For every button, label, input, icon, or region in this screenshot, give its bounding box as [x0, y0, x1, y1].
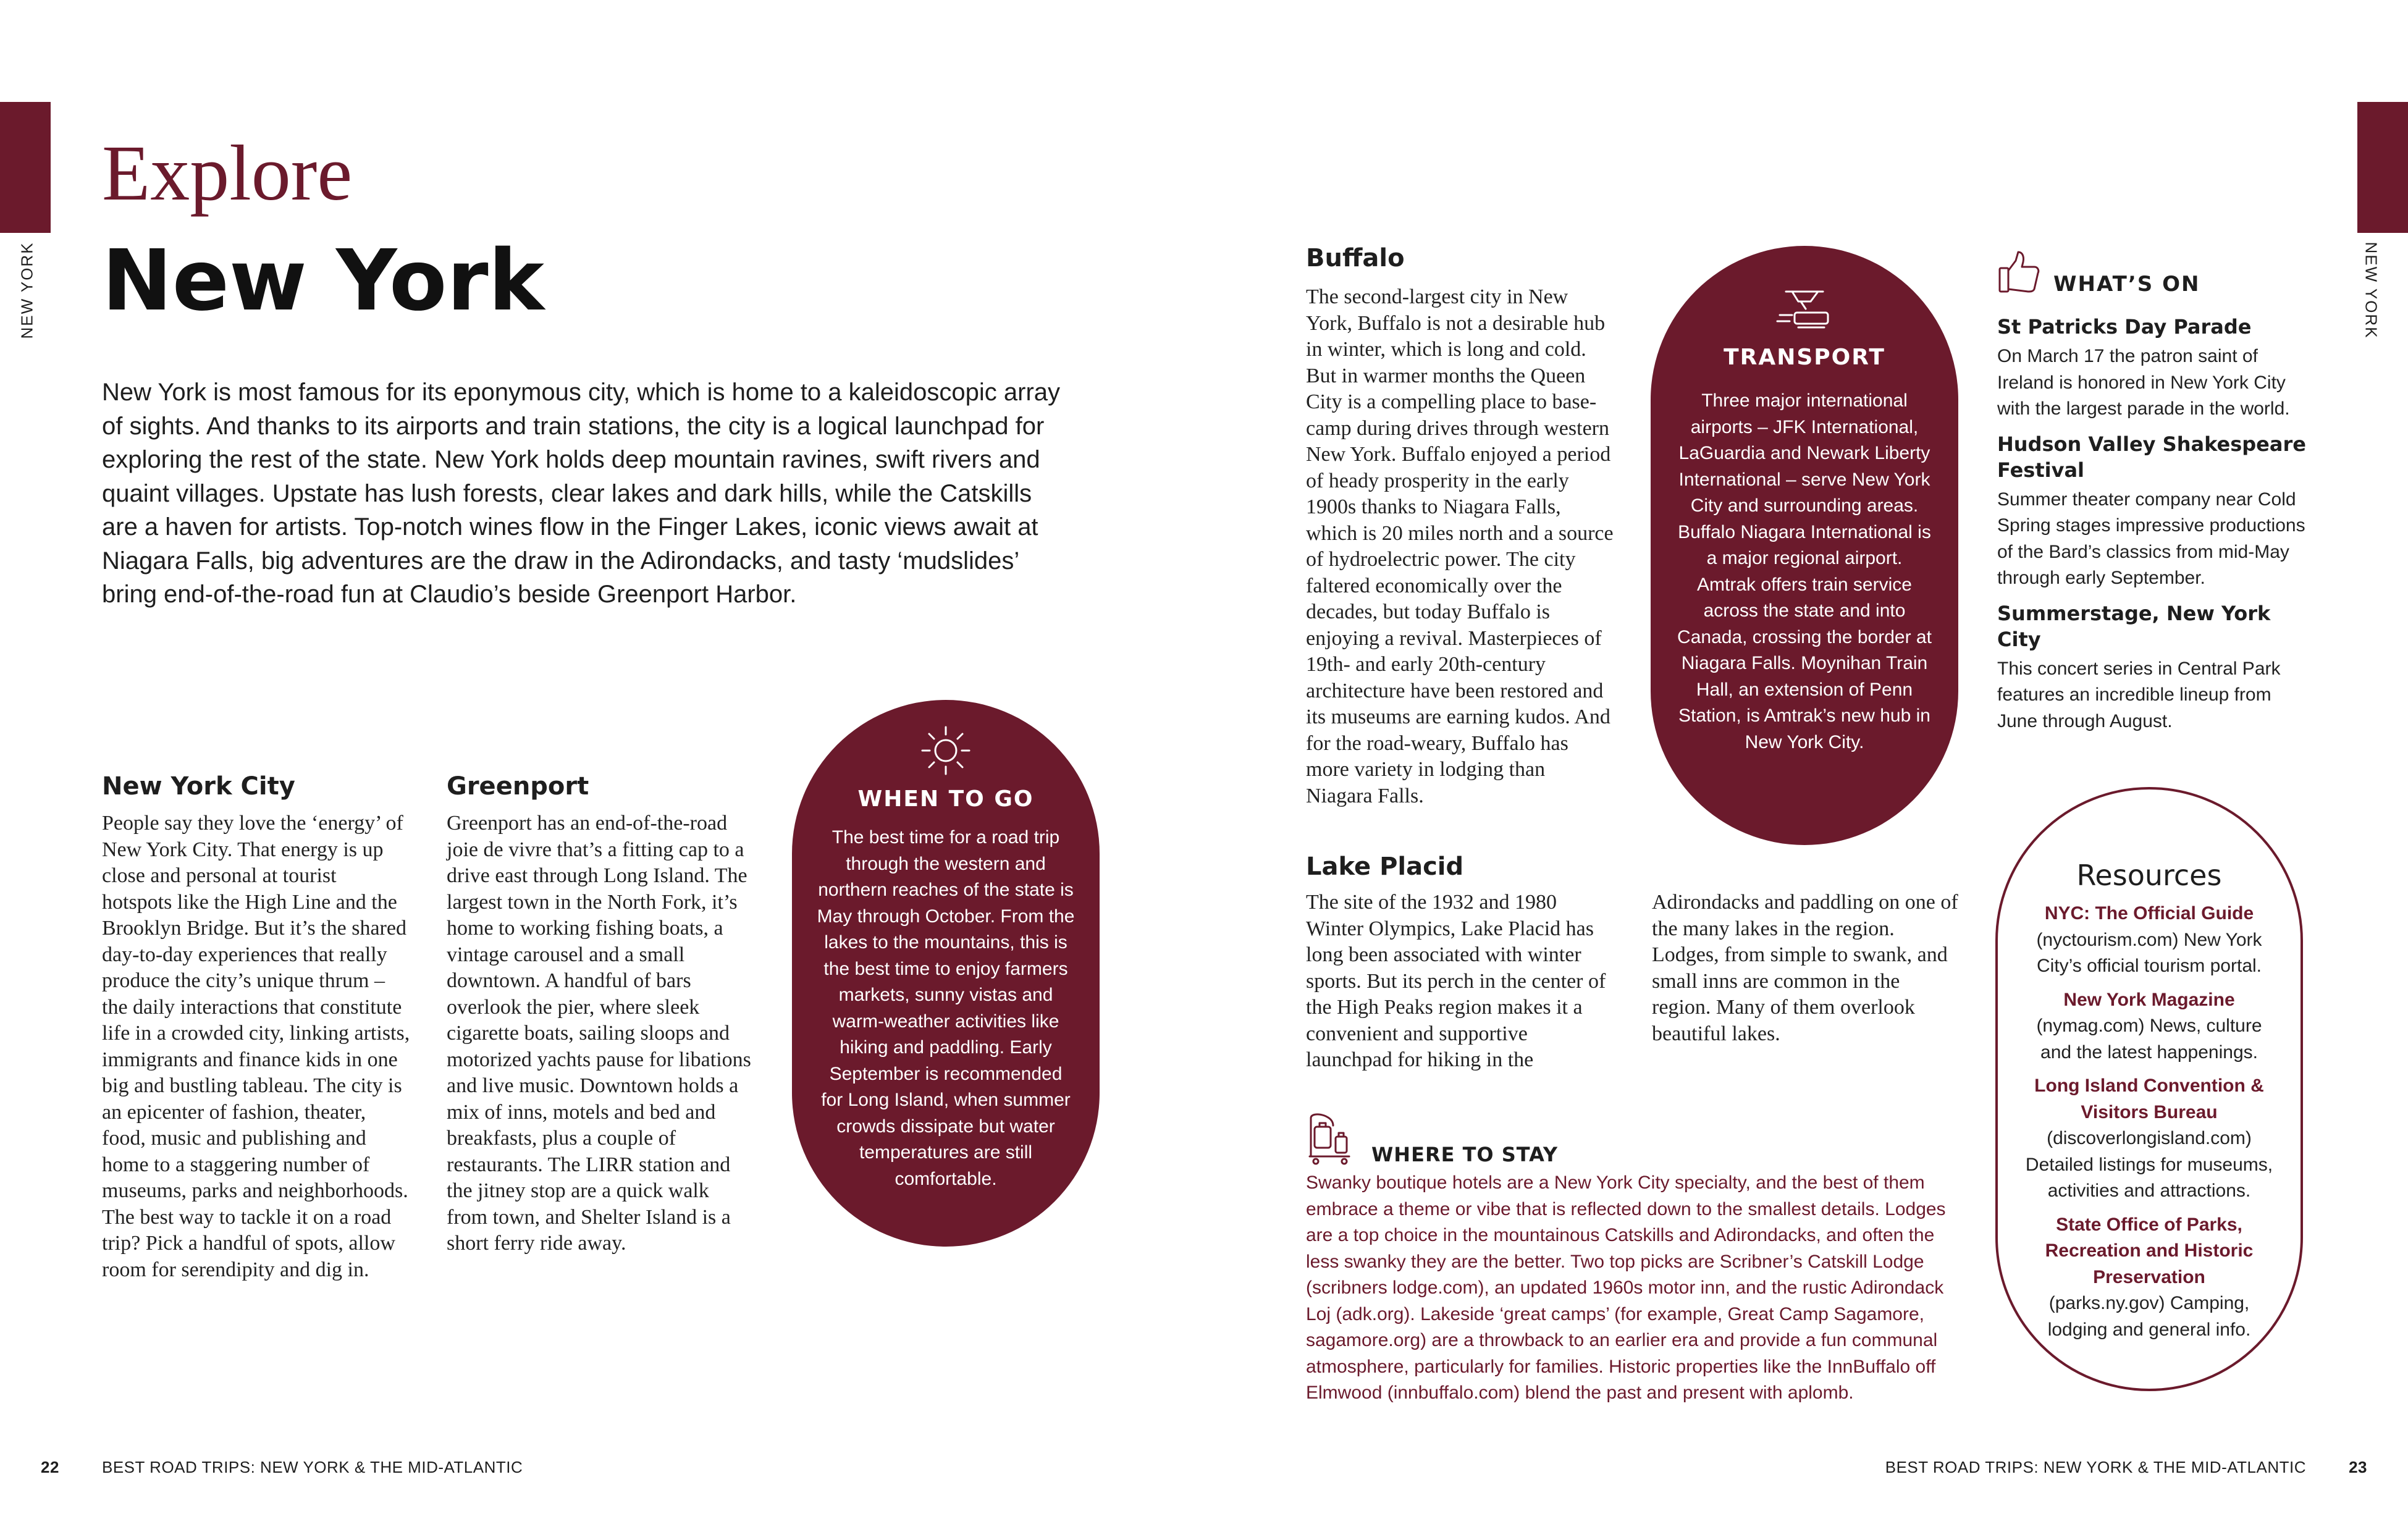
transport-heading: TRANSPORT: [1724, 345, 1885, 370]
event-body: This concert series in Central Park features an incredible lineup from June through August.: [1997, 658, 2281, 731]
whats-on-heading: WHAT’S ON: [2053, 272, 2200, 297]
side-label-right: NEW YORK: [2362, 242, 2381, 339]
transport-body: Three major international airports – JFK International, LaGuardia and Newark Liberty International – serve New York City and surrounding areas. Buffalo Niagara International is a major regional airport. Amtrak offers train service across the state and into Canada, crossing the border at Niagara Falls. Moynihan Train Hall, an extension of Penn Station, is Amtrak’s new hub in New York City.: [1677, 390, 1932, 752]
page-number-right: 23: [2349, 1458, 2367, 1476]
whats-on-list: [1997, 314, 2306, 734]
right-color-tab: [2357, 102, 2408, 233]
resource-name: New York Magazine: [2063, 989, 2235, 1010]
when-to-go-box: [792, 700, 1100, 1247]
event-title: St Patricks Day Parade: [1997, 315, 2252, 339]
resource-item: [2024, 901, 2275, 980]
lake-placid-heading: Lake Placid: [1306, 852, 1464, 881]
resource-name: Long Island Convention & Visitors Bureau: [2034, 1075, 2264, 1122]
thumbs-up-icon: [1997, 248, 2040, 295]
resource-item: [2024, 1212, 2275, 1344]
event-item: [1997, 314, 2306, 423]
event-item: [1997, 431, 2306, 592]
lake-placid-body: The site of the 1932 and 1980 Winter Olympics, Lake Placid has long been associated with winter sports. But its perch in the center of the High Peaks region makes it a convenient and supportive launchpad for hiking in the Adirondacks and paddling on one of the many lakes in the region. Lodges, from simple to swank, and small inns are common in the region. Many of them overlook beautiful lakes.: [1306, 891, 1958, 1071]
nyc-heading: New York City: [102, 772, 295, 801]
event-title: Summerstage, New York City: [1997, 601, 2271, 651]
bellhop-cart-icon: [1306, 1112, 1355, 1165]
sun-icon: [920, 725, 972, 777]
buffalo-body: The second-largest city in New York, Buffalo is not a desirable hub in winter, which is long and cold. But in warmer months the Queen City is a compelling place to base-camp during drives through western New York. Buffalo enjoyed a period of heady prosperity in the early 1900s thanks to Niagara Falls, which is 20 miles north and a source of hydroelectric power. The city faltered economically over the decades, but today Buffalo is enjoying a revival. Masterpieces of 19th- and early 20th-century architecture have been restored and its museums are earning kudos. And for the road-weary, Buffalo has more variety in lodging than Niagara Falls.: [1306, 285, 1614, 807]
page-title: New York: [102, 232, 544, 330]
resource-desc: (nyctourism.com) New York City’s official tourism portal.: [2036, 929, 2262, 976]
resource-desc: (discoverlongisland.com) Detailed listings for museums, activities and attractions.: [2025, 1128, 2273, 1201]
greenport-body: Greenport has an end-of-the-road joie de vivre that’s a fitting cap to a drive east through Long Island. The largest town in the North Fork, it’s home to working fishing boats, a vintage carousel and a small downtown. A handful of bars overlook the pier, where sleek cigarette boats, sailing sloops and motorized yachts pause for libations and live music. Downtown holds a mix of inns, motels and bed and breakfasts, plus a couple of restaurants. The LIRR station and the jitney stop are a quick walk from town, and Shelter Island is a short ferry ride away.: [447, 812, 751, 1255]
greenport-heading: Greenport: [447, 772, 589, 801]
resource-desc: (nymag.com) News, culture and the latest happenings.: [2036, 1016, 2262, 1063]
footer-title-right: BEST ROAD TRIPS: NEW YORK & THE MID-ATLANTIC: [1885, 1458, 2306, 1476]
resource-item: [2024, 987, 2275, 1066]
plane-train-icon: [1774, 283, 1835, 331]
resources-list: [2024, 901, 2275, 1343]
buffalo-heading: Buffalo: [1306, 244, 1405, 272]
where-to-stay-heading: WHERE TO STAY: [1371, 1143, 1559, 1166]
resources-box: [1995, 787, 2303, 1391]
when-to-go-heading: WHEN TO GO: [857, 786, 1034, 812]
header-kicker: Explore: [102, 129, 353, 217]
resources-heading: Resources: [2076, 859, 2222, 892]
resource-name: State Office of Parks, Recreation and Historic Preservation: [2045, 1214, 2254, 1287]
event-item: [1997, 600, 2306, 735]
resource-name: NYC: The Official Guide: [2044, 903, 2254, 924]
intro-paragraph: New York is most famous for its eponymous city, which is home to a kaleidoscopic array of sights. And thanks to its airports and train stations, the city is a logical launchpad for exploring the rest of the state. New York holds deep mountain ravines, swift rivers and quaint villages. Upstate has lush forests, clear lakes and dark hills, while the Catskills are a haven for artists. Top-notch wines flow in the Finger Lakes, iconic views await at Niagara Falls, big adventures are the draw in the Adirondacks, and tasty ‘mudslides’ bring end-of-the-road fun at Claudio’s beside Greenport Harbor.: [102, 379, 1061, 608]
left-color-tab: [0, 102, 51, 233]
when-to-go-body: The best time for a road trip through the western and northern reaches of the state is May through October. From the lakes to the mountains, this is the best time to enjoy farmers markets, sunny vistas and warm-weather activities like hiking and paddling. Early September is recommended for Long Island, when summer crowds dissipate but water temperatures are still comfortable.: [817, 827, 1075, 1189]
resource-desc: (parks.ny.gov) Camping, lodging and general info.: [2047, 1293, 2251, 1340]
footer-title-left: BEST ROAD TRIPS: NEW YORK & THE MID-ATLANTIC: [102, 1458, 523, 1476]
where-to-stay-body: Swanky boutique hotels are a New York City specialty, and the best of them embrace a theme or vibe that is reflected down to the smallest details. Lodges are a top choice in the mountainous Catskills and Adirondacks, and often the less swanky they are the better. Two top picks are Scribner’s Catskill Lodge (scribners lodge.com), an updated 1960s motor inn, and the rustic Adirondack Loj (adk.org). Lakeside ‘great camps’ (for example, Great Camp Sagamore, sagamore.org) are a throwback to an earlier era and provide a fun communal atmosphere, particularly for families. Historic properties like the InnBuffalo off Elmwood (innbuffalo.com) blend the past and present with aplomb.: [1306, 1172, 1946, 1403]
transport-box: [1651, 246, 1958, 845]
nyc-body: People say they love the ‘energy’ of New York City. That energy is up close and personal at tourist hotspots like the High Line and the Brooklyn Bridge. But it’s the shared day-to-day experiences that really produce the city’s unique thrum – the daily interactions that constitute life in a crowded city, linking artists, immigrants and finance kids in one big and bustling tableau. The city is an epicenter of fashion, theater, food, music and publishing and home to a staggering number of museums, parks and neighborhoods. The best way to tackle it on a road trip? Pick a handful of spots, allow room for serendipity and dig in.: [102, 812, 410, 1281]
event-title: Hudson Valley Shakespeare Festival: [1997, 432, 2306, 482]
resource-item: [2024, 1073, 2275, 1205]
event-body: Summer theater company near Cold Spring stages impressive productions of the Bard’s classics from mid-May through early September.: [1997, 489, 2305, 588]
event-body: On March 17 the patron saint of Ireland is honored in New York City with the largest parade in the world.: [1997, 346, 2290, 419]
side-label-left: NEW YORK: [17, 242, 36, 339]
page-number-left: 22: [41, 1458, 59, 1476]
